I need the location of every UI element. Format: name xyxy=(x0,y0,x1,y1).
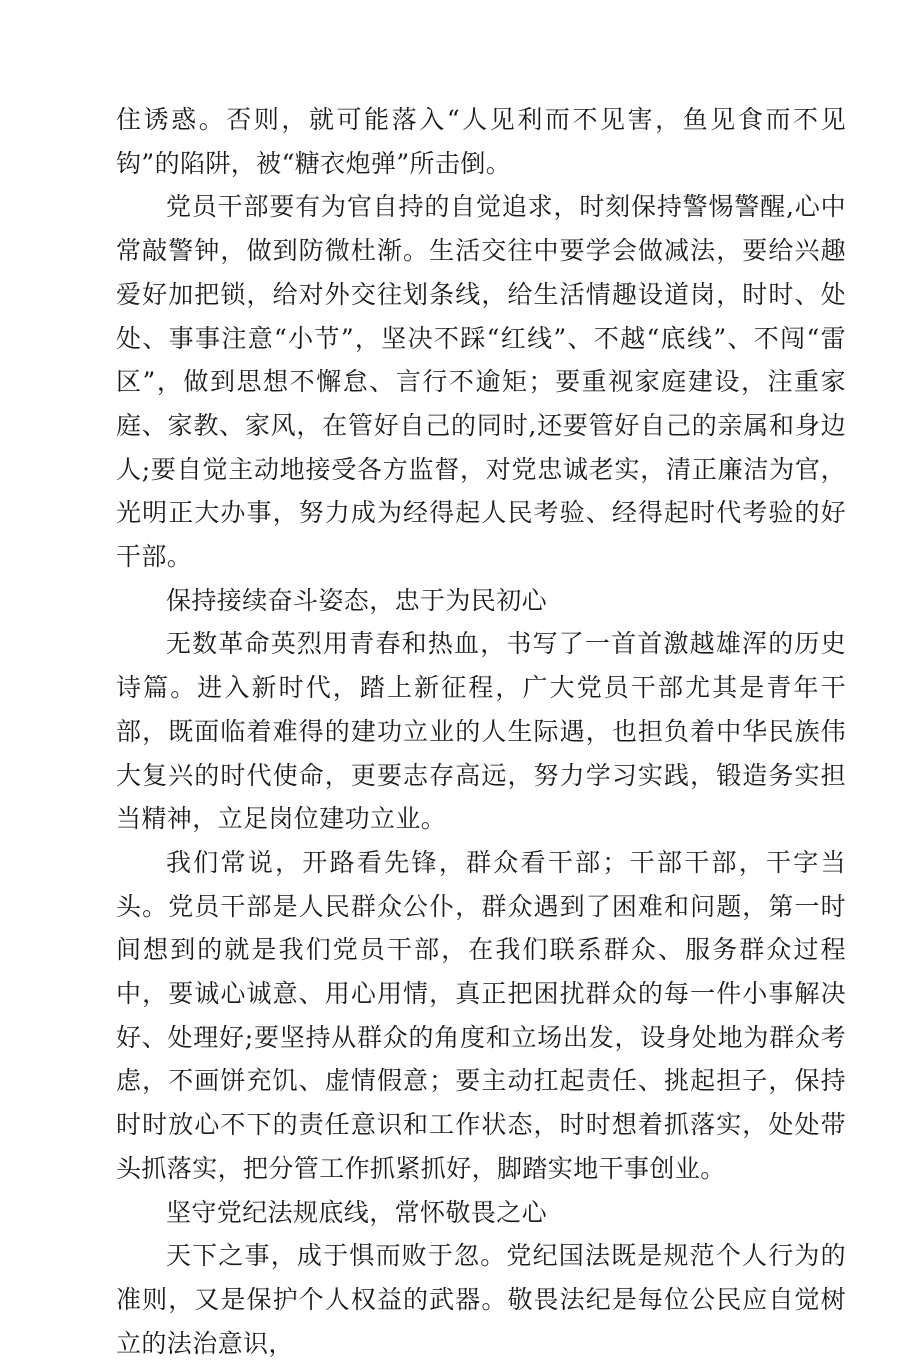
paragraph: 党员干部要有为官自持的自觉追求，时刻保持警惕警醒,心中常敲警钟，做到防微杜渐。生活交往中要学会做减法，要给兴趣爱好加把锁，给对外交往划条线，给生活情趣设道岗，时时、处处、事事注意“小节”，坚决不踩“红线”、不越“底线”、不闯“雷区”，做到思想不懈怠、言行不逾矩；要重视家庭建设，注重家庭、家教、家风，在管好自己的同时,还要管好自己的亲属和身边人;要自觉主动地接受各方监督，对党忠诚老实，清正廉洁为官，光明正大办事，努力成为经得起人民考验、经得起时代考验的好干部。 xyxy=(116,192,846,572)
document-body xyxy=(116,98,846,1365)
paragraph: 天下之事，成于惧而败于忽。党纪国法既是规范个人行为的准则，又是保护个人权益的武器。敬畏法纪是每位公民应自觉树立的法治意识， xyxy=(116,1241,846,1358)
section-heading: 坚守党纪法规底线，常怀敬畏之心 xyxy=(166,1197,548,1227)
paragraph: 我们常说，开路看先锋，群众看干部；干部干部，干字当头。党员干部是人民群众公仆，群众遇到了困难和问题，第一时间想到的就是我们党员干部，在我们联系群众、服务群众过程中，要诚心诚意、用心用情，真正把困扰群众的每一件小事解决好、处理好;要坚持从群众的角度和立场出发，设身处地为群众考虑，不画饼充饥、虚情假意；要主动扛起责任、挑起担子，保持时时放心不下的责任意识和工作状态，时时想着抓落实，处处带头抓落实，把分管工作抓紧抓好，脚踏实地干事创业。 xyxy=(116,847,846,1183)
paragraph: 无数革命英烈用青春和热血，书写了一首首激越雄浑的历史诗篇。进入新时代，踏上新征程，广大党员干部尤其是青年干部，既面临着难得的建功立业的人生际遇，也担负着中华民族伟大复兴的时代使命，更要志存高远，努力学习实践，锻造务实担当精神，立足岗位建功立业。 xyxy=(116,629,846,834)
section-heading: 保持接续奋斗姿态，忠于为民初心 xyxy=(166,585,548,615)
paragraph-continuation: 住诱惑。否则，就可能落入“人见利而不见害，鱼见食而不见钩”的陷阱，被“糖衣炮弹”所击倒。 xyxy=(116,105,846,178)
